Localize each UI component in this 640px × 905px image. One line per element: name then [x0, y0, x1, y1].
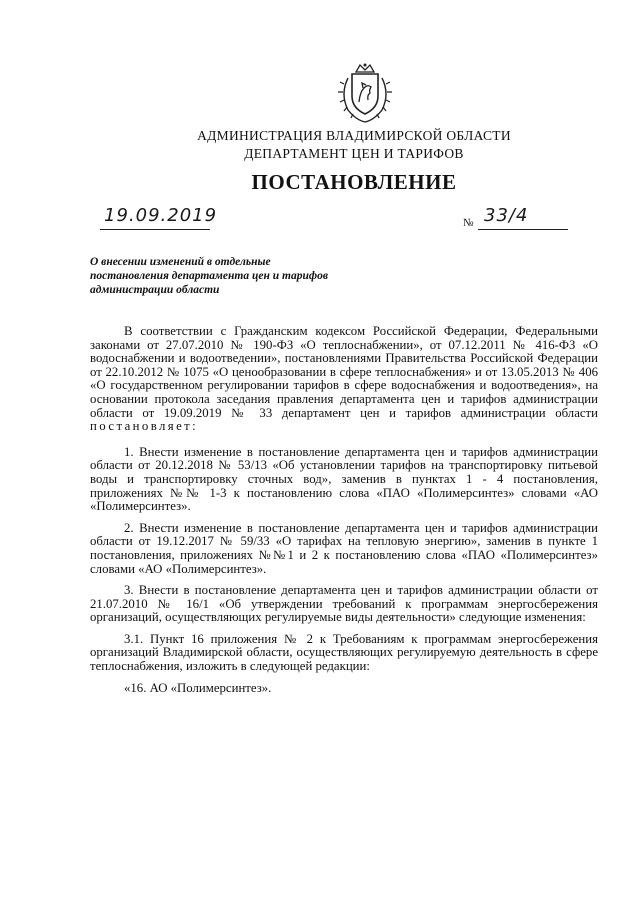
item-3-paragraph: 3. Внести в постановление департамента цен и тарифов администрации области от 21.07.2010 № 16/1 «Об утверждении требований к программам энергосбережения организаций, осуществляющих регулируемые виды деятельности» следующие изменения: — [90, 583, 598, 625]
item-3-1-paragraph: 3.1. Пункт 16 приложения № 2 к Требованиям к программам энергосбережения организаций Владимирской области, осуществляющих регулируемую деятельность в сфере теплоснабжения, изложить в следующей редакции: — [90, 631, 598, 674]
document-date: 19.09.2019 — [104, 205, 218, 226]
document-subject — [90, 255, 360, 297]
item-2-paragraph: 2. Внести изменение в постановление департамента цен и тарифов администрации области от 19.12.2017 № 59/33 «О тарифах на тепловую энергию», заменив в пункте 1 постановления, приложениях №№1 и 2 к постановлению слова «ПАО «Полимерсинтез» словами «АО «Полимерсинтез». — [90, 520, 598, 576]
item-1-paragraph: 1. Внести изменение в постановление департамента цен и тарифов администрации области от 20.12.2018 № 53/13 «Об установлении тарифов на транспортировку питьевой воды и транспортировку сточных вод», заменив в пунктах 1 - 4 постановления, приложениях №№ 1-3 к постановлению слова «ПАО «Полимерсинтез» словами «АО «Полимерсинтез». — [90, 444, 598, 514]
item-16-paragraph: «16. АО «Полимерсинтез». — [124, 680, 272, 695]
document-number: 33/4 — [484, 205, 529, 226]
org-name-line2: ДЕПАРТАМЕНТ ЦЕН И ТАРИФОВ — [244, 146, 464, 161]
subject-line1: О внесении изменений в отдельные — [90, 256, 271, 268]
subject-line3: администрации области — [90, 284, 220, 296]
document-type-title: ПОСТАНОВЛЕНИЕ — [251, 170, 457, 194]
decree-word: постановляет: — [90, 419, 199, 434]
subject-line2: постановления департамента цен и тарифов — [90, 270, 328, 282]
document-body — [90, 325, 598, 703]
intro-paragraph — [90, 325, 598, 434]
intro-text: В соответствии с Гражданским кодексом Российской Федерации, Федеральными законами от 27.07.2010 № 190-ФЗ «О теплоснабжении», от 07.12.2011 № 416-ФЗ «О водоснабжении и водоотведении», постановлениями Правительства Российской Федерации от 22.10.2012 № 1075 «О ценообразовании в сфере теплоснабжения» и от 13.05.2013 № 406 «О государственном регулировании тарифов в сфере водоснабжения и водоотведения», на основании протокола заседания правления департамента цен и тарифов администрации области от 19.09.2019 № 33 департамент цен и тарифов администрации области — [90, 324, 598, 420]
number-label: № — [463, 217, 474, 229]
org-name-line1: АДМИНИСТРАЦИЯ ВЛАДИМИРСКОЙ ОБЛАСТИ — [197, 128, 511, 143]
date-underline — [100, 229, 210, 230]
number-underline — [478, 229, 568, 230]
coat-of-arms-icon — [334, 62, 396, 126]
